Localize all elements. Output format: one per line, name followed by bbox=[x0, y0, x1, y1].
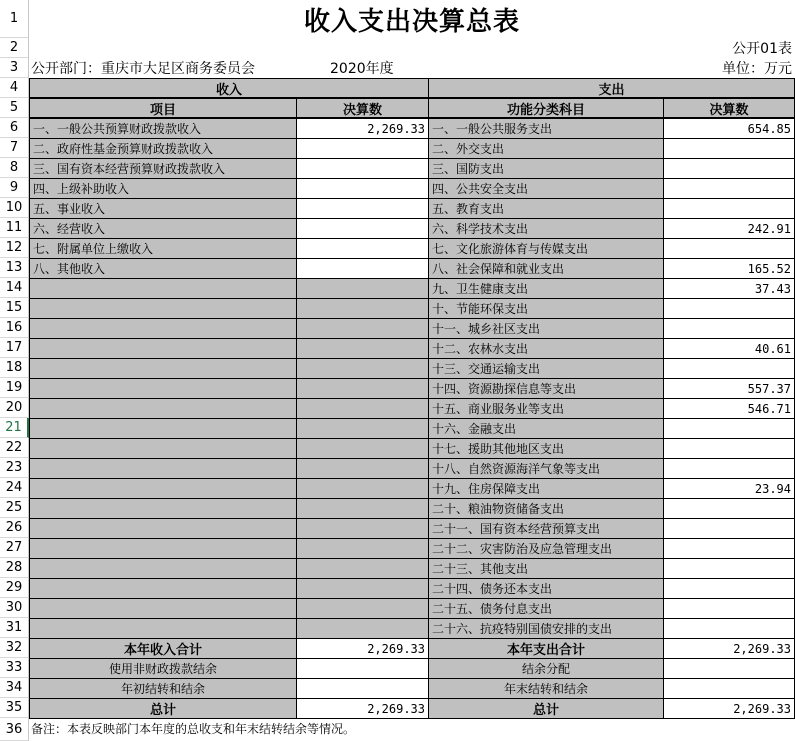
income-section-header: 收入 bbox=[29, 78, 429, 98]
expense-amount-cell[interactable] bbox=[663, 578, 795, 599]
income-item-label[interactable] bbox=[29, 318, 297, 339]
expense-item-label[interactable]: 二十五、债务付息支出 bbox=[428, 598, 664, 619]
income-item-label[interactable] bbox=[29, 338, 297, 359]
income-item-label[interactable]: 使用非财政拨款结余 bbox=[29, 658, 297, 679]
expense-item-label[interactable]: 二十六、抗疫特别国债安排的支出 bbox=[428, 618, 664, 639]
income-amount-cell[interactable] bbox=[296, 478, 429, 499]
expense-amount-cell[interactable] bbox=[663, 318, 795, 339]
income-amount-cell[interactable] bbox=[296, 558, 429, 579]
expense-item-label[interactable]: 十六、金融支出 bbox=[428, 418, 664, 439]
expense-amount-cell[interactable] bbox=[663, 558, 795, 579]
row-number[interactable]: 14 bbox=[0, 278, 29, 298]
expense-item-label[interactable]: 十五、商业服务业等支出 bbox=[428, 398, 664, 419]
income-amount-cell[interactable] bbox=[296, 658, 429, 679]
expense-amount-cell[interactable] bbox=[663, 678, 795, 699]
expense-item-label[interactable]: 十四、资源勘探信息等支出 bbox=[428, 378, 664, 399]
expense-item-label[interactable]: 一、一般公共服务支出 bbox=[428, 118, 664, 139]
row-number[interactable]: 26 bbox=[0, 518, 29, 538]
row-number[interactable]: 9 bbox=[0, 178, 29, 198]
expense-item-label[interactable]: 八、社会保障和就业支出 bbox=[428, 258, 664, 279]
income-item-label[interactable]: 本年收入合计 bbox=[29, 638, 297, 659]
expense-item-label[interactable]: 结余分配 bbox=[428, 658, 664, 679]
income-item-label[interactable]: 总计 bbox=[29, 698, 297, 719]
expense-amount-cell[interactable]: 40.61 bbox=[663, 338, 795, 359]
income-item-label[interactable] bbox=[29, 538, 297, 559]
expense-item-label[interactable]: 四、公共安全支出 bbox=[428, 178, 664, 199]
expense-item-label[interactable]: 九、卫生健康支出 bbox=[428, 278, 664, 299]
income-item-label[interactable] bbox=[29, 598, 297, 619]
income-amount-cell[interactable] bbox=[296, 238, 429, 259]
expense-amount-cell[interactable] bbox=[663, 418, 795, 439]
row-number[interactable]: 18 bbox=[0, 358, 29, 378]
income-amount-cell[interactable] bbox=[296, 458, 429, 479]
row-number[interactable]: 27 bbox=[0, 538, 29, 558]
income-amount-cell[interactable] bbox=[296, 398, 429, 419]
income-item-label[interactable]: 二、政府性基金预算财政拨款收入 bbox=[29, 138, 297, 159]
income-item-label[interactable] bbox=[29, 418, 297, 439]
income-item-label[interactable] bbox=[29, 498, 297, 519]
row-number[interactable]: 3 bbox=[0, 58, 29, 78]
income-item-label[interactable] bbox=[29, 278, 297, 299]
income-amount-cell[interactable]: 2,269.33 bbox=[296, 638, 429, 659]
income-item-label[interactable]: 一、一般公共预算财政拨款收入 bbox=[29, 118, 297, 139]
row-number[interactable]: 10 bbox=[0, 198, 29, 218]
expense-item-label[interactable]: 二十二、灾害防治及应急管理支出 bbox=[428, 538, 664, 559]
income-item-label[interactable]: 五、事业收入 bbox=[29, 198, 297, 219]
expense-item-label[interactable]: 二、外交支出 bbox=[428, 138, 664, 159]
income-amount-cell[interactable] bbox=[296, 578, 429, 599]
expense-item-label[interactable]: 七、文化旅游体育与传媒支出 bbox=[428, 238, 664, 259]
row-number[interactable]: 16 bbox=[0, 318, 29, 338]
expense-item-label[interactable]: 五、教育支出 bbox=[428, 198, 664, 219]
expense-item-label[interactable]: 六、科学技术支出 bbox=[428, 218, 664, 239]
income-item-label[interactable] bbox=[29, 378, 297, 399]
expense-amount-cell[interactable]: 654.85 bbox=[663, 118, 795, 139]
income-amount-cell[interactable] bbox=[296, 138, 429, 159]
expense-amount-cell[interactable] bbox=[663, 198, 795, 219]
row-number[interactable]: 36 bbox=[0, 718, 29, 741]
expense-amount-cell[interactable]: 557.37 bbox=[663, 378, 795, 399]
row-number[interactable]: 28 bbox=[0, 558, 29, 578]
expense-amount-cell[interactable] bbox=[663, 358, 795, 379]
income-item-label[interactable]: 六、经营收入 bbox=[29, 218, 297, 239]
income-amount-cell[interactable]: 2,269.33 bbox=[296, 698, 429, 719]
expense-amount-cell[interactable] bbox=[663, 658, 795, 679]
expense-item-label[interactable]: 十八、自然资源海洋气象等支出 bbox=[428, 458, 664, 479]
income-amount-cell[interactable]: 2,269.33 bbox=[296, 118, 429, 139]
row-number[interactable]: 30 bbox=[0, 598, 29, 618]
income-amount-cell[interactable] bbox=[296, 498, 429, 519]
row-number[interactable]: 21 bbox=[0, 418, 29, 438]
expense-amount-header: 决算数 bbox=[663, 98, 795, 118]
income-item-header: 项目 bbox=[29, 98, 297, 118]
row-number[interactable]: 35 bbox=[0, 698, 29, 718]
expense-amount-cell[interactable]: 2,269.33 bbox=[663, 638, 795, 659]
expense-amount-cell[interactable] bbox=[663, 458, 795, 479]
expense-item-label[interactable]: 本年支出合计 bbox=[428, 638, 664, 659]
row-number[interactable]: 17 bbox=[0, 338, 29, 358]
expense-amount-cell[interactable] bbox=[663, 438, 795, 459]
expense-item-label[interactable]: 十二、农林水支出 bbox=[428, 338, 664, 359]
income-item-label[interactable]: 年初结转和结余 bbox=[29, 678, 297, 699]
income-item-label[interactable] bbox=[29, 618, 297, 639]
income-item-label[interactable] bbox=[29, 478, 297, 499]
row-number[interactable]: 6 bbox=[0, 118, 29, 138]
income-amount-cell[interactable] bbox=[296, 418, 429, 439]
income-item-label[interactable]: 七、附属单位上缴收入 bbox=[29, 238, 297, 259]
row-number[interactable]: 15 bbox=[0, 298, 29, 318]
department-label: 公开部门：重庆市大足区商务委员会 bbox=[31, 61, 255, 77]
row-number[interactable]: 22 bbox=[0, 438, 29, 458]
expense-amount-cell[interactable]: 37.43 bbox=[663, 278, 795, 299]
expense-item-label[interactable]: 十九、住房保障支出 bbox=[428, 478, 664, 499]
income-item-label[interactable] bbox=[29, 578, 297, 599]
income-amount-cell[interactable] bbox=[296, 378, 429, 399]
income-item-label[interactable] bbox=[29, 518, 297, 539]
row-number[interactable]: 5 bbox=[0, 98, 29, 118]
income-amount-cell[interactable] bbox=[296, 218, 429, 239]
expense-amount-cell[interactable] bbox=[663, 498, 795, 519]
expense-item-label[interactable]: 十七、援助其他地区支出 bbox=[428, 438, 664, 459]
row-number[interactable]: 12 bbox=[0, 238, 29, 258]
row-number[interactable]: 23 bbox=[0, 458, 29, 478]
income-amount-cell[interactable] bbox=[296, 258, 429, 279]
income-amount-cell[interactable] bbox=[296, 438, 429, 459]
row-number[interactable]: 31 bbox=[0, 618, 29, 638]
income-amount-cell[interactable] bbox=[296, 518, 429, 539]
expense-item-label[interactable]: 总计 bbox=[428, 698, 664, 719]
row-number[interactable]: 8 bbox=[0, 158, 29, 178]
expense-item-label[interactable]: 十一、城乡社区支出 bbox=[428, 318, 664, 339]
income-amount-header: 决算数 bbox=[296, 98, 429, 118]
income-item-label[interactable] bbox=[29, 438, 297, 459]
expense-amount-cell[interactable]: 165.52 bbox=[663, 258, 795, 279]
income-item-label[interactable]: 三、国有资本经营预算财政拨款收入 bbox=[29, 158, 297, 179]
expense-amount-cell[interactable] bbox=[663, 158, 795, 179]
income-amount-cell[interactable] bbox=[296, 178, 429, 199]
row-number[interactable]: 29 bbox=[0, 578, 29, 598]
expense-amount-cell[interactable] bbox=[663, 298, 795, 319]
income-amount-cell[interactable] bbox=[296, 158, 429, 179]
income-amount-cell[interactable] bbox=[296, 618, 429, 639]
income-amount-cell[interactable] bbox=[296, 298, 429, 319]
income-item-label[interactable]: 八、其他收入 bbox=[29, 258, 297, 279]
row-number[interactable]: 33 bbox=[0, 658, 29, 678]
expense-section-header: 支出 bbox=[428, 78, 795, 98]
row-number[interactable]: 25 bbox=[0, 498, 29, 518]
row-number[interactable]: 4 bbox=[0, 78, 29, 98]
unit-label: 单位：万元 bbox=[722, 61, 792, 77]
expense-amount-cell[interactable]: 2,269.33 bbox=[663, 698, 795, 719]
expense-item-header: 功能分类科目 bbox=[428, 98, 664, 118]
row-number[interactable]: 34 bbox=[0, 678, 29, 698]
year-label: 2020年度 bbox=[330, 61, 394, 77]
income-item-label[interactable] bbox=[29, 458, 297, 479]
expense-item-label[interactable]: 二十三、其他支出 bbox=[428, 558, 664, 579]
income-item-label[interactable] bbox=[29, 398, 297, 419]
form-code: 公开01表 bbox=[732, 41, 792, 57]
page-title: 收入支出决算总表 bbox=[303, 6, 520, 37]
income-item-label[interactable] bbox=[29, 358, 297, 379]
row-number[interactable]: 24 bbox=[0, 478, 29, 498]
income-amount-cell[interactable] bbox=[296, 678, 429, 699]
income-item-label[interactable] bbox=[29, 298, 297, 319]
expense-item-label[interactable]: 二十四、债务还本支出 bbox=[428, 578, 664, 599]
expense-item-label[interactable]: 十三、交通运输支出 bbox=[428, 358, 664, 379]
expense-amount-cell[interactable] bbox=[663, 138, 795, 159]
expense-amount-cell[interactable] bbox=[663, 178, 795, 199]
income-amount-cell[interactable] bbox=[296, 338, 429, 359]
row-number[interactable]: 1 bbox=[0, 0, 29, 38]
expense-item-label[interactable]: 二十一、国有资本经营预算支出 bbox=[428, 518, 664, 539]
expense-item-label[interactable]: 十、节能环保支出 bbox=[428, 298, 664, 319]
income-amount-cell[interactable] bbox=[296, 318, 429, 339]
expense-item-label[interactable]: 二十、粮油物资储备支出 bbox=[428, 498, 664, 519]
expense-amount-cell[interactable] bbox=[663, 538, 795, 559]
income-amount-cell[interactable] bbox=[296, 198, 429, 219]
expense-item-label[interactable]: 三、国防支出 bbox=[428, 158, 664, 179]
income-amount-cell[interactable] bbox=[296, 538, 429, 559]
row-number[interactable]: 13 bbox=[0, 258, 29, 278]
row-number[interactable]: 32 bbox=[0, 638, 29, 658]
row-number[interactable]: 7 bbox=[0, 138, 29, 158]
expense-item-label[interactable]: 年末结转和结余 bbox=[428, 678, 664, 699]
expense-amount-cell[interactable] bbox=[663, 238, 795, 259]
note-text: 备注：本表反映部门本年度的总收支和年末结转结余等情况。 bbox=[31, 721, 356, 736]
income-amount-cell[interactable] bbox=[296, 598, 429, 619]
income-item-label[interactable]: 四、上级补助收入 bbox=[29, 178, 297, 199]
row-number[interactable]: 11 bbox=[0, 218, 29, 238]
expense-amount-cell[interactable]: 546.71 bbox=[663, 398, 795, 419]
expense-amount-cell[interactable] bbox=[663, 598, 795, 619]
income-amount-cell[interactable] bbox=[296, 278, 429, 299]
row-number[interactable]: 19 bbox=[0, 378, 29, 398]
row-number[interactable]: 2 bbox=[0, 38, 29, 58]
income-amount-cell[interactable] bbox=[296, 358, 429, 379]
row-number[interactable]: 20 bbox=[0, 398, 29, 418]
expense-amount-cell[interactable] bbox=[663, 518, 795, 539]
expense-amount-cell[interactable]: 242.91 bbox=[663, 218, 795, 239]
expense-amount-cell[interactable]: 23.94 bbox=[663, 478, 795, 499]
income-item-label[interactable] bbox=[29, 558, 297, 579]
expense-amount-cell[interactable] bbox=[663, 618, 795, 639]
